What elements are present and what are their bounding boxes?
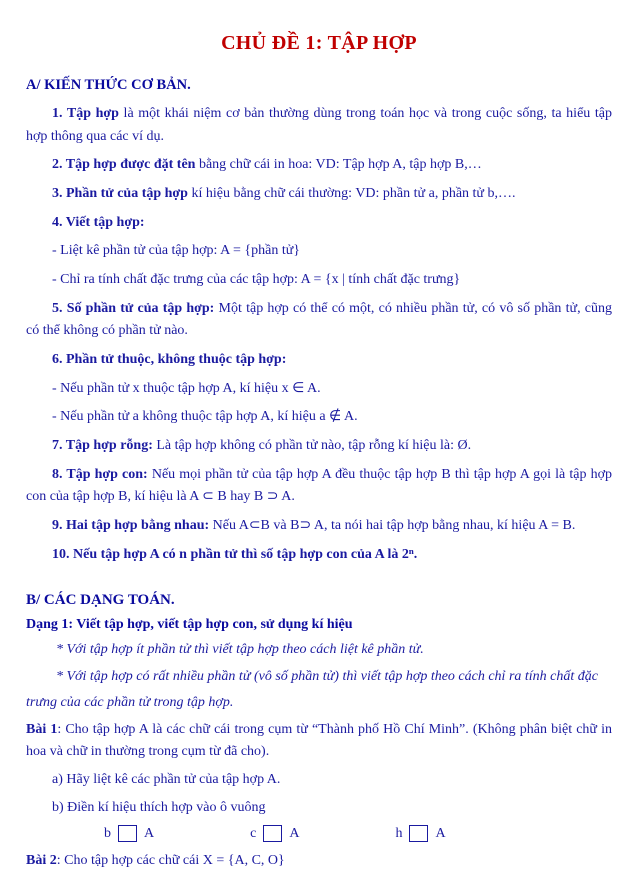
knowledge-item-3-label: 3. Phần tử của tập hợp [52, 186, 188, 202]
knowledge-item-7-text: Là tập hợp không có phần tử nào, tập rỗng kí hiệu là: Ø. [152, 438, 472, 454]
exercise-1-part-b: b) Điền kí hiệu thích hợp vào ô vuông [52, 799, 266, 815]
knowledge-item-2 [26, 154, 612, 177]
section-a-heading: A/ KIẾN THỨC CƠ BẢN. [26, 77, 191, 93]
answer-box-1-left: b [104, 825, 111, 841]
knowledge-item-6 [26, 349, 612, 372]
knowledge-item-8-label: 8. Tập hợp con: [52, 466, 148, 482]
knowledge-item-5 [26, 298, 612, 343]
answer-box-group-2 [250, 825, 299, 842]
dang-1-note-1: * Với tập hợp ít phần tử thì viết tập hợp theo cách liệt kê phần tử. [56, 642, 424, 658]
exercise-1-text: : Cho tập hợp A là các chữ cái trong cụm từ “Thành phố Hồ Chí Minh”. (Không phân biệt chữ in hoa và chữ in thường trong cụm từ đã cho). [26, 721, 612, 760]
knowledge-item-6-dash-2: - Nếu phần tử a không thuộc tập hợp A, kí hiệu a ∉ A. [52, 409, 358, 425]
answer-box-3-right: A [435, 825, 446, 841]
answer-box-group-1 [104, 825, 154, 842]
answer-box-1-right: A [144, 825, 155, 841]
knowledge-item-9 [26, 515, 612, 538]
knowledge-item-4-dash-1: - Liệt kê phần tử của tập hợp: A = {phần tử} [52, 243, 301, 259]
section-spacer [26, 572, 612, 586]
knowledge-item-8-text: Nếu mọi phần tử của tập hợp A đều thuộc tập hợp B thì tập hợp A gọi là tập hợp con của tập hợp B, kí hiệu là A ⊂ B hay B ⊃ A. [26, 466, 613, 505]
exercise-2-text: : Cho tập hợp các chữ cái X = {A, C, O} [56, 853, 285, 869]
knowledge-item-1 [26, 103, 612, 148]
knowledge-item-3-text: kí hiệu bằng chữ cái thường: VD: phần tử a, phần tử b,…. [187, 186, 516, 202]
answer-box-2-left: c [250, 825, 257, 841]
section-b-heading: B/ CÁC DẠNG TOÁN. [26, 592, 175, 609]
page-title: CHỦ ĐỀ 1: TẬP HỢP [221, 32, 417, 54]
exercise-2-label: Bài 2 [26, 853, 57, 869]
exercise-1-part-a: a) Hãy liệt kê các phần tử của tập hợp A. [52, 771, 281, 787]
knowledge-item-10-label: 10. Nếu tập hợp A có n phần tử thì số tập hợp con của A là 2ⁿ. [52, 546, 418, 562]
answer-box-3[interactable] [409, 825, 428, 842]
knowledge-item-4-dash-2: - Chỉ ra tính chất đặc trưng của các tập hợp: A = {x | tính chất đặc trưng} [52, 272, 461, 288]
answer-box-3-left: h [395, 825, 403, 841]
dang-1-note-2-line-1: * Với tập hợp có rất nhiều phần tử (vô số phần tử) thì viết tập hợp theo cách chỉ ra tính chất đặc [56, 668, 598, 684]
exercise-2 [26, 850, 612, 873]
answer-box-2-right: A [289, 825, 300, 841]
answer-box-group-3 [395, 825, 445, 842]
knowledge-item-1-text: là một khái niệm cơ bản thường dùng trong toán học và trong cuộc sống, ta hiểu tập hợp thông qua các ví dụ. [26, 106, 613, 144]
knowledge-item-5-label: 5. Số phần tử của tập hợp: [52, 300, 215, 316]
exercise-1-label: Bài 1 [26, 721, 58, 737]
knowledge-item-7-label: 7. Tập hợp rỗng: [52, 438, 153, 454]
knowledge-item-9-label: 9. Hai tập hợp bằng nhau: [52, 518, 210, 534]
knowledge-item-1-label: 1. Tập hợp [52, 106, 119, 121]
knowledge-item-10 [26, 544, 612, 567]
knowledge-item-5-text: Một tập hợp có thể có một, có nhiều phần tử, có vô số phần tử, cũng có thể không có phần tử nào. [26, 300, 612, 339]
knowledge-item-2-label: 2. Tập hợp được đặt tên [52, 157, 196, 173]
dang-1-heading: Dạng 1: Viết tập hợp, viết tập hợp con, sử dụng kí hiệu [26, 617, 353, 633]
knowledge-item-2-text: bằng chữ cái in hoa: VD: Tập hợp A, tập hợp B,… [195, 157, 482, 173]
knowledge-item-6-label: 6. Phần tử thuộc, không thuộc tập hợp: [52, 352, 287, 368]
answer-box-2[interactable] [263, 825, 282, 842]
knowledge-item-7 [26, 435, 612, 458]
knowledge-item-6-dash-1: - Nếu phần tử x thuộc tập hợp A, kí hiệu x ∈ A. [52, 380, 321, 396]
answer-box-1[interactable] [118, 825, 137, 842]
knowledge-item-3 [26, 183, 612, 206]
dang-1-note-2-line-2: trưng của các phần tử trong tập hợp. [26, 695, 234, 711]
exercise-1 [26, 719, 612, 764]
knowledge-item-4-label: 4. Viết tập hợp: [52, 214, 145, 230]
knowledge-item-4 [26, 212, 612, 235]
knowledge-item-8 [26, 464, 612, 509]
exercise-1-answer-boxes [26, 825, 612, 842]
knowledge-item-9-text: Nếu A⊂B và B⊃ A, ta nói hai tập hợp bằng nhau, kí hiệu A = B. [209, 518, 576, 534]
